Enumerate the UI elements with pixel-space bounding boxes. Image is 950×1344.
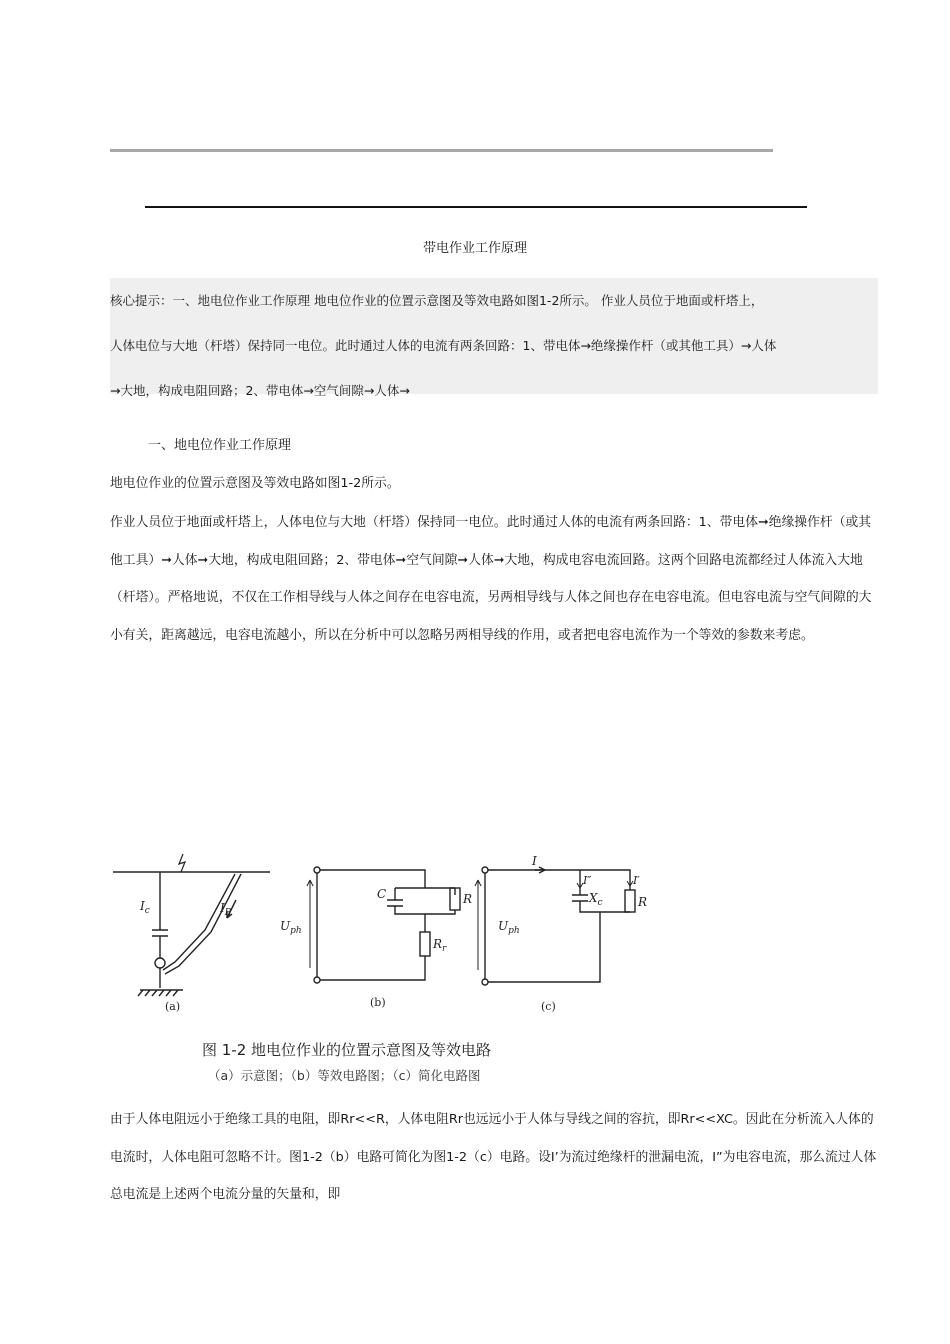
label-c: C <box>377 887 387 901</box>
paragraph-body: 作业人员位于地面或杆塔上，人体电位与大地（杆塔）保持同一电位。此时通过人体的电流有两条回路：1、带电体➞绝缘操作杆（或其他工具）➞人体➞大地，构成电阻回路；2、带电体➞空气间隙➞人体➞大地，构成电容电流回路。这两个回路电流都经过人体流入大地（杆塔）。严格地说，不仅在工作相导线与人体之间存在电容电流，另两相导线与人体之间也存在电容电流。但电容电流与空气间隙的大小有关，距离越远，电容电流越小，所以在分析中可以忽略另两相导线的作用，或者把电容电流作为一个等效的参数来考虑。 <box>110 515 872 643</box>
capacitor-xc-icon <box>572 895 588 901</box>
summary-line: 人体电位与大地（杆塔）保持同一电位。此时通过人体的电流有两条回路：1、带电体→绝缘操作杆（或其他工具）→人体 <box>110 338 777 353</box>
insulating-rod-edge <box>165 874 241 974</box>
label-c-sub: (c) <box>541 1000 556 1013</box>
figure-1-2 <box>105 840 665 1100</box>
summary-line: →大地，构成电阻回路；2、带电体→空气间隙→人体→ <box>110 383 410 398</box>
section-heading: 一、地电位作业工作原理 <box>148 438 292 453</box>
label-b: (b) <box>370 996 386 1009</box>
label-r-b: R <box>463 892 473 906</box>
label-uph-c: $U_{ph}$ <box>498 919 520 936</box>
label-xc: $X_c$ <box>589 891 603 908</box>
label-i2: I″ <box>583 874 592 887</box>
label-i: I <box>532 854 537 868</box>
capacitor-c-icon <box>387 900 403 906</box>
label-r-c: R <box>638 895 648 909</box>
label-ir: $I_R$ <box>220 901 232 918</box>
resistor-r-c-icon <box>625 890 635 912</box>
paragraph-analysis: 由于人体电阻远小于绝缘工具的电阻，即Rr<<R，人体电阻Rr也远远小于人体与导线之间的容抗，即Rr<<XC。因此在分析流入人体的电流时，人体电阻可忽略不计。图1-2（b）电路可简化为图1-2（c）电路。设I’为流过绝缘杆的泄漏电流，I”为电容电流，那么流过人体总电流是上述两个电流分量的矢量和，即 <box>110 1112 877 1202</box>
lightning-icon <box>179 854 185 872</box>
label-a: (a) <box>165 1000 181 1013</box>
label-i1: I′ <box>633 874 640 887</box>
insulating-rod <box>163 874 235 970</box>
header-rule <box>145 206 807 208</box>
paragraph-intro: 地电位作业的位置示意图及等效电路如图1-2所示。 <box>110 476 400 491</box>
label-uph-b: $U_{ph}$ <box>280 919 302 936</box>
figure-subcaption: （a）示意图；（b）等效电路图；（c）简化电路图 <box>208 1068 481 1083</box>
page-title: 带电作业工作原理 <box>422 241 527 256</box>
summary-box <box>110 278 878 398</box>
capacitor-icon <box>152 930 168 936</box>
resistor-rr-icon <box>420 932 430 956</box>
person-icon <box>155 958 165 968</box>
circuit-b <box>317 870 425 980</box>
label-rr: $R_r$ <box>433 937 447 954</box>
top-gray-rule <box>110 149 773 152</box>
ground-icon <box>138 990 183 996</box>
summary-line: 核心提示：一、地电位作业工作原理 地电位作业的位置示意图及等效电路如图1-2所示。 作业人员位于地面或杆塔上， <box>110 293 764 308</box>
parallel-rc <box>395 888 455 900</box>
voltage-arrow-c <box>475 880 481 970</box>
figure-caption: 图 1-2 地电位作业的位置示意图及等效电路 <box>202 1041 492 1059</box>
voltage-arrow-b <box>307 880 313 968</box>
label-ic: $I_c$ <box>140 899 150 916</box>
